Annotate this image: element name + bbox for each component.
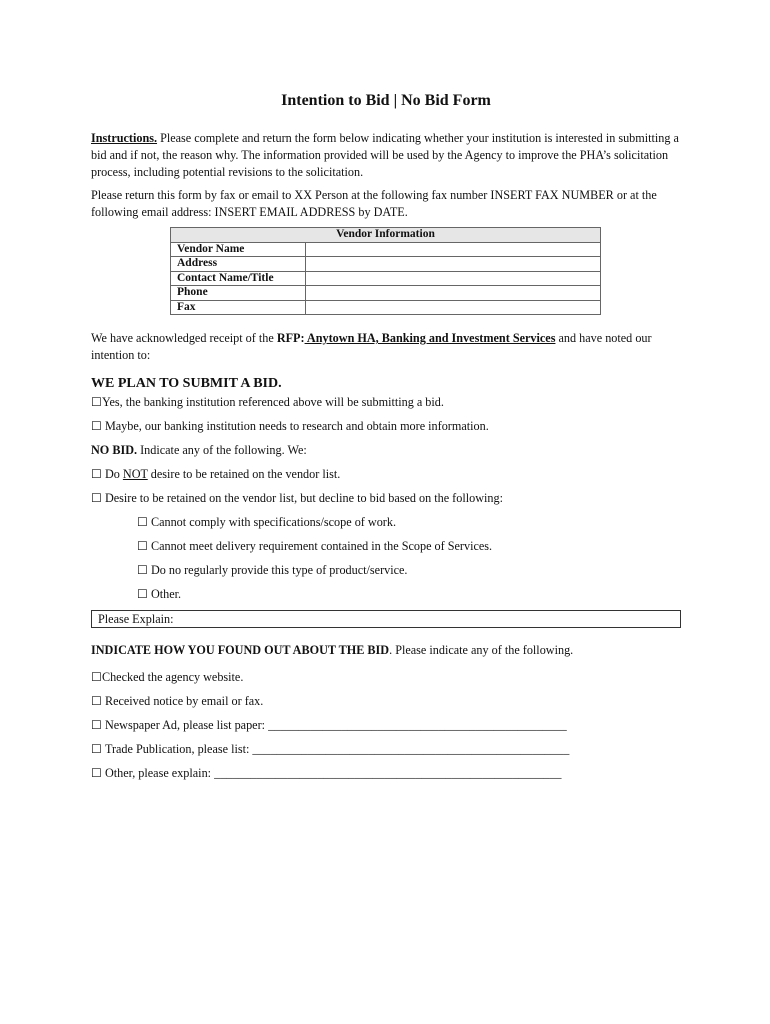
- ack-prefix: We have acknowledged receipt of the: [91, 331, 277, 345]
- how-found-label: INDICATE HOW YOU FOUND OUT ABOUT THE BID: [91, 643, 390, 657]
- option-label: Cannot comply with specifications/scope of work.: [150, 515, 396, 529]
- checkbox-icon[interactable]: ☐: [91, 742, 102, 756]
- option-label: Received notice by email or fax.: [104, 694, 264, 708]
- acknowledgement-paragraph: [91, 330, 681, 364]
- option-label-emphasis: NOT: [122, 467, 148, 481]
- option-label: Cannot meet delivery requirement contained in the Scope of Services.: [150, 539, 493, 553]
- form-page: [91, 92, 681, 782]
- checkbox-icon[interactable]: ☐: [91, 491, 102, 505]
- ack-suffix: and have noted our intention to:: [91, 331, 652, 362]
- vendor-information-table: [170, 227, 601, 315]
- checkbox-icon[interactable]: ☐: [137, 539, 148, 553]
- checkbox-option[interactable]: [91, 765, 681, 782]
- checkbox-option[interactable]: [91, 418, 681, 435]
- checkbox-icon[interactable]: ☐: [91, 694, 102, 708]
- no-bid-label: NO BID.: [91, 443, 138, 457]
- instructions-paragraph: [91, 130, 681, 181]
- checkbox-icon[interactable]: ☐: [91, 766, 102, 780]
- checkbox-icon[interactable]: ☐: [91, 670, 102, 684]
- option-label: Trade Publication, please list: ____________________________________________________: [104, 742, 570, 756]
- table-row: [171, 271, 601, 286]
- vendor-table-header: Vendor Information: [171, 228, 601, 243]
- checkbox-icon[interactable]: ☐: [137, 515, 148, 529]
- how-found-text: . Please indicate any of the following.: [389, 643, 574, 657]
- option-label-post: desire to be retained on the vendor list.: [147, 467, 341, 481]
- option-label: Checked the agency website.: [101, 670, 244, 684]
- phone-label: Phone: [171, 286, 306, 301]
- checkbox-option[interactable]: [91, 562, 681, 579]
- table-row: [171, 286, 601, 301]
- checkbox-icon[interactable]: ☐: [91, 395, 102, 409]
- checkbox-option[interactable]: [91, 669, 681, 686]
- option-label: Maybe, our banking institution needs to research and obtain more information.: [104, 419, 489, 433]
- checkbox-option[interactable]: [91, 741, 681, 758]
- checkbox-option[interactable]: [91, 538, 681, 555]
- checkbox-option[interactable]: [91, 490, 681, 507]
- table-row: [171, 257, 601, 272]
- phone-field[interactable]: [306, 286, 601, 301]
- checkbox-icon[interactable]: ☐: [137, 563, 148, 577]
- option-label: Yes, the banking institution referenced above will be submitting a bid.: [101, 395, 444, 409]
- checkbox-option[interactable]: [91, 586, 681, 603]
- instructions-text: Please complete and return the form below indicating whether your institution is interested in submitting a bid and if not, the reason why. The information provided will be used by the Agency to improve the PHA’s solicitation process, including potential revisions to the solicitation.: [91, 131, 679, 179]
- checkbox-option[interactable]: [91, 717, 681, 734]
- option-label: Newspaper Ad, please list paper: _________________________________________________: [104, 718, 567, 732]
- please-explain-label: Please Explain:: [98, 612, 174, 626]
- rfp-label: RFP:: [276, 331, 305, 345]
- address-label: Address: [171, 257, 306, 272]
- contact-name-title-field[interactable]: [306, 271, 601, 286]
- instructions-label: Instructions.: [91, 131, 158, 145]
- checkbox-option[interactable]: [91, 394, 681, 411]
- contact-name-title-label: Contact Name/Title: [171, 271, 306, 286]
- option-label: Desire to be retained on the vendor list, but decline to bid based on the following:: [104, 491, 503, 505]
- return-instructions: Please return this form by fax or email to XX Person at the following fax number INSERT FAX NUMBER or at the following email address: INSERT EMAIL ADDRESS by DATE.: [91, 188, 657, 219]
- fax-field[interactable]: [306, 300, 601, 315]
- checkbox-option[interactable]: [91, 693, 681, 710]
- option-label: Do no regularly provide this type of product/service.: [150, 563, 408, 577]
- table-row: [171, 300, 601, 315]
- checkbox-icon[interactable]: ☐: [91, 718, 102, 732]
- no-bid-text: Indicate any of the following. We:: [137, 443, 307, 457]
- table-row: [171, 242, 601, 257]
- checkbox-icon[interactable]: ☐: [137, 587, 148, 601]
- please-explain-field[interactable]: [91, 610, 681, 628]
- option-label: Other.: [150, 587, 182, 601]
- how-found-paragraph: [91, 642, 681, 659]
- vendor-name-label: Vendor Name: [171, 242, 306, 257]
- no-bid-paragraph: [91, 442, 681, 459]
- rfp-name: Anytown HA, Banking and Investment Services: [304, 331, 556, 345]
- checkbox-icon[interactable]: ☐: [91, 419, 102, 433]
- address-field[interactable]: [306, 257, 601, 272]
- plan-to-bid-heading: WE PLAN TO SUBMIT A BID.: [91, 376, 282, 391]
- checkbox-icon[interactable]: ☐: [91, 467, 102, 481]
- checkbox-option[interactable]: [91, 466, 681, 483]
- vendor-name-field[interactable]: [306, 242, 601, 257]
- checkbox-option[interactable]: [91, 514, 681, 531]
- fax-label: Fax: [171, 300, 306, 315]
- option-label-pre: Do: [104, 467, 123, 481]
- page-title: Intention to Bid | No Bid Form: [281, 92, 491, 109]
- option-label: Other, please explain: _________________________________________________________: [104, 766, 562, 780]
